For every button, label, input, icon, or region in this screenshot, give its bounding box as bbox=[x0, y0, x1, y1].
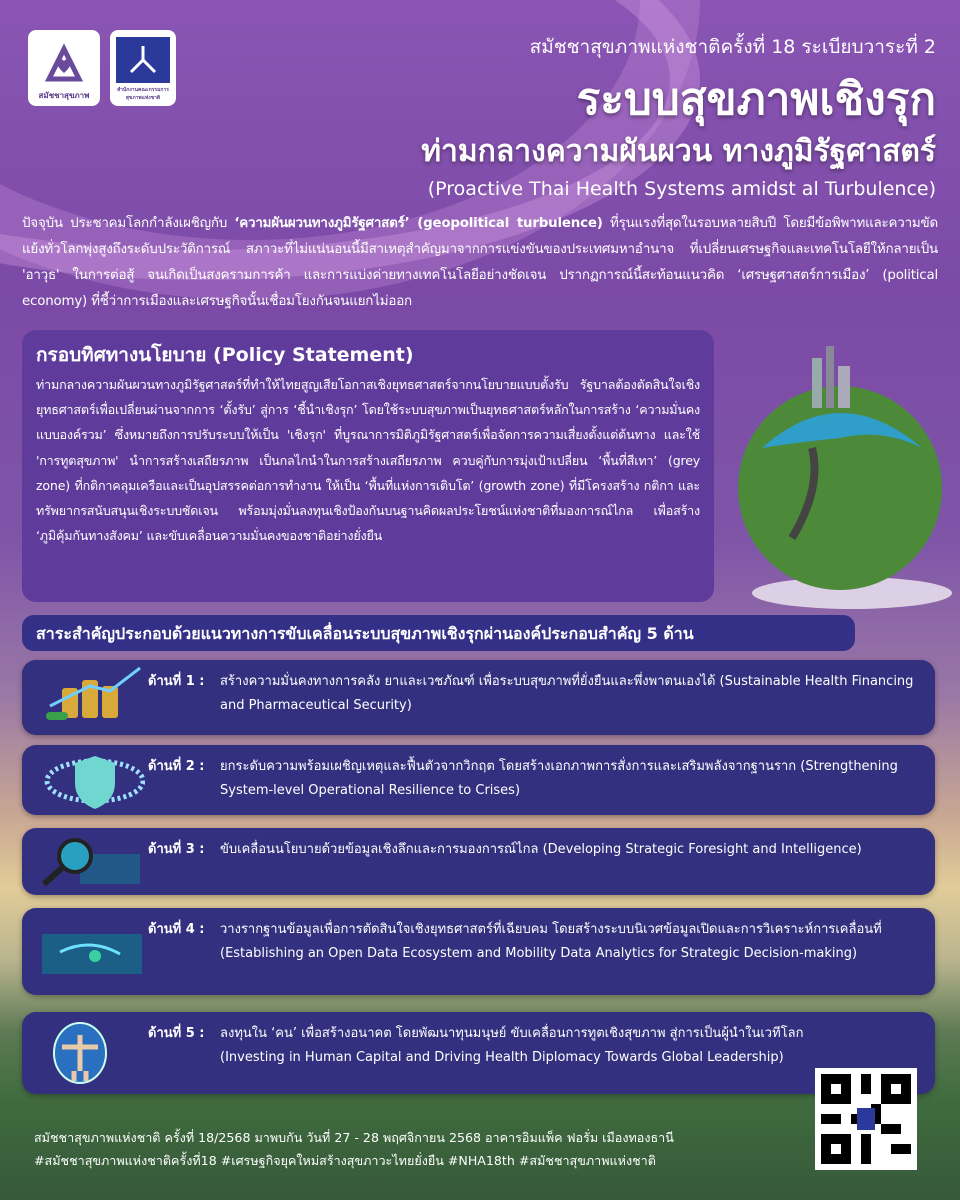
pillar-label: ด้านที่ 3 : bbox=[148, 842, 205, 857]
nhco-logo bbox=[110, 30, 176, 106]
nhco-logo-text: สำนักงานคณะกรรมการสุขภาพแห่งชาติ bbox=[117, 87, 169, 101]
green-globe-icon bbox=[722, 338, 954, 610]
pillar-label: ด้านที่ 4 : bbox=[148, 922, 205, 937]
footer-hashtags: #สมัชชาสุขภาพแห่งชาติครั้งที่18 #เศรษฐกิจยุคใหม่สร้างสุขภาวะไทยยั่งยืน #NHA18th #สมัชชาสุขภาพแห่งชาติ bbox=[34, 1153, 656, 1168]
pillar-text: สร้างความมั่นคงทางการคลัง ยาและเวชภัณฑ์ เพื่อระบบสุขภาพที่ยั่งยืนและพึ่งพาตนเองได้ (Sustainable Health Financing and Pharmaceutical Security) bbox=[220, 674, 914, 713]
pillar-text: ยกระดับความพร้อมเผชิญเหตุและฟื้นตัวจากวิกฤต โดยสร้างเอกภาพการสั่งการและเสริมพลังจากฐานราก (Strengthening System-level Operational Resilience to Crises) bbox=[220, 759, 898, 798]
pillar-text: วางรากฐานข้อมูลเพื่อการตัดสินใจเชิงยุทธศาสตร์ที่เฉียบคม โดยสร้างระบบนิเวศข้อมูลเปิดและการวิเคราะห์การเคลื่อนที่ (Establishing an Open Data Ecosystem and Mobility Data Analytics for Strategic Decision-making) bbox=[220, 922, 882, 961]
event-label: สมัชชาสุขภาพแห่งชาติครั้งที่ 18 ระเบียบวาระที่ 2 bbox=[529, 36, 936, 58]
pillar-text: ขับเคลื่อนนโยบายด้วยข้อมูลเชิงลึกและการมองการณ์ไกล (Developing Strategic Foresight and Intelligence) bbox=[220, 842, 862, 857]
intro-text: ที่รุนแรงที่สุดในรอบหลายสิบปี โดยมีข้อพิพาทและความขัดแย้งทั่วโลกพุ่งสูงถึงระดับประวัติการณ์ สภาวะที่ไม่แน่นอนนี้มีสาเหตุสำคัญมาจากการแข่งขันของประเทศมหาอำนาจ ที่เปลี่ยนเศรษฐกิจและเทคโนโลยีให้กลายเป็น 'อาวุธ' ในการต่อสู้ จนเกิดเป็นสงครามการค้า และการแบ่งค่ายทางเทคโนโลยีอย่างชัดเจน ปรากฏการณ์นี้สะท้อนแนวคิด ‘เศรษฐศาสตร์การเมือง’ (political economy) ที่ชี้ว่าการเมืองและเศรษฐกิจนั้นเชื่อมโยงกันจนแยกไม่ออก bbox=[22, 216, 938, 309]
section-title: สาระสำคัญประกอบด้วยแนวทางการขับเคลื่อนระบบสุขภาพเชิงรุกผ่านองค์ประกอบสำคัญ 5 ด้าน bbox=[22, 615, 855, 651]
english-title: (Proactive Thai Health Systems amidst al Turbulence) bbox=[427, 178, 936, 200]
pillar-label: ด้านที่ 5 : bbox=[148, 1026, 205, 1041]
pillar-card-2 bbox=[22, 745, 935, 815]
qr-code[interactable] bbox=[815, 1068, 917, 1170]
data-map-icon bbox=[40, 922, 145, 982]
pillar-label: ด้านที่ 1 : bbox=[148, 674, 205, 689]
intro-highlight: ‘ความผันผวนทางภูมิรัฐศาสตร์’ (geopolitical turbulence) bbox=[234, 216, 603, 231]
intro-paragraph bbox=[22, 211, 938, 315]
pillar-card-4 bbox=[22, 908, 935, 995]
nhco-emblem-icon bbox=[125, 42, 161, 78]
pillar-text: ลงทุนใน ‘คน’ เพื่อสร้างอนาคต โดยพัฒนาทุนมนุษย์ ขับเคลื่อนการทูตเชิงสุขภาพ สู่การเป็นผู้นำในเวทีโลก (Investing in Human Capital and Driving Health Diplomacy Towards Global Leadership) bbox=[220, 1026, 804, 1065]
human-globe-icon bbox=[40, 1016, 145, 1090]
policy-body: ท่ามกลางความผันผวนทางภูมิรัฐศาสตร์ที่ทำให้ไทยสูญเสียโอกาสเชิงยุทธศาสตร์จากนโยบายแบบตั้งรับ รัฐบาลต้องตัดสินใจเชิงยุทธศาสตร์เพื่อเปลี่ยนผ่านจากการ ‘ตั้งรับ’ สู่การ ‘ชี้นำเชิงรุก’ โดยใช้ระบบสุขภาพเป็นยุทธศาสตร์หลักในการสร้าง ‘ความมั่นคงแบบองค์รวม’ ซึ่งหมายถึงการปรับระบบให้เป็น 'เชิงรุก' ที่บูรณาการมิติภูมิรัฐศาสตร์เพื่อจัดการความเสี่ยงตั้งแต่ต้นทาง และใช้ 'การทูตสุขภาพ' นำการสร้างเสถียรภาพ เป็นกลไกนำในการสร้างเสถียรภาพ ควบคู่กับการมุ่งเป้าเปลี่ยน ‘พื้นที่สีเทา’ (grey zone) ที่กติกาคลุมเครือและเป็นอุปสรรคต่อการทำงาน ให้เป็น ‘พื้นที่แห่งการเติบโต’ (growth zone) ที่มีโครงสร้าง กติกา และทรัพยากรสนับสนุนเชิงระบบชัดเจน พร้อมมุ่งมั่นลงทุนเชิงป้องกันบนฐานคิดผลประโยชน์แห่งชาติที่มองการณ์ไกล เพื่อสร้าง ‘ภูมิคุ้มกันทางสังคม’ และขับเคลื่อนความมั่นคงของชาติอย่างยั่งยืน bbox=[36, 377, 700, 544]
pillar-label: ด้านที่ 2 : bbox=[148, 759, 205, 774]
pillar-card-3 bbox=[22, 828, 935, 895]
pillar-card-1 bbox=[22, 660, 935, 735]
intro-text: ปัจจุบัน ประชาคมโลกกำลังเผชิญกับ bbox=[22, 216, 235, 231]
policy-title: กรอบทิศทางนโยบาย (Policy Statement) bbox=[36, 344, 414, 366]
pillar-card-5 bbox=[22, 1012, 935, 1094]
assembly-logo bbox=[28, 30, 100, 106]
policy-statement-box bbox=[22, 330, 714, 602]
qr-code-icon bbox=[821, 1074, 911, 1164]
shield-people-icon bbox=[40, 751, 145, 811]
hands-heart-icon bbox=[39, 39, 89, 89]
page-title: ระบบสุขภาพเชิงรุก bbox=[576, 74, 936, 125]
coins-pills-icon bbox=[40, 666, 145, 726]
page-subtitle: ท่ามกลางความผันผวน ทางภูมิรัฐศาสตร์ bbox=[421, 134, 936, 169]
footer-event-info: สมัชชาสุขภาพแห่งชาติ ครั้งที่ 18/2568 มาพบกัน วันที่ 27 - 28 พฤศจิกายน 2568 อาคารอิมแพ็ค ฟอรั่ม เมืองทองธานี bbox=[34, 1130, 674, 1145]
magnifier-map-icon bbox=[40, 834, 145, 894]
assembly-logo-text: สมัชชาสุขภาพ bbox=[38, 91, 90, 100]
